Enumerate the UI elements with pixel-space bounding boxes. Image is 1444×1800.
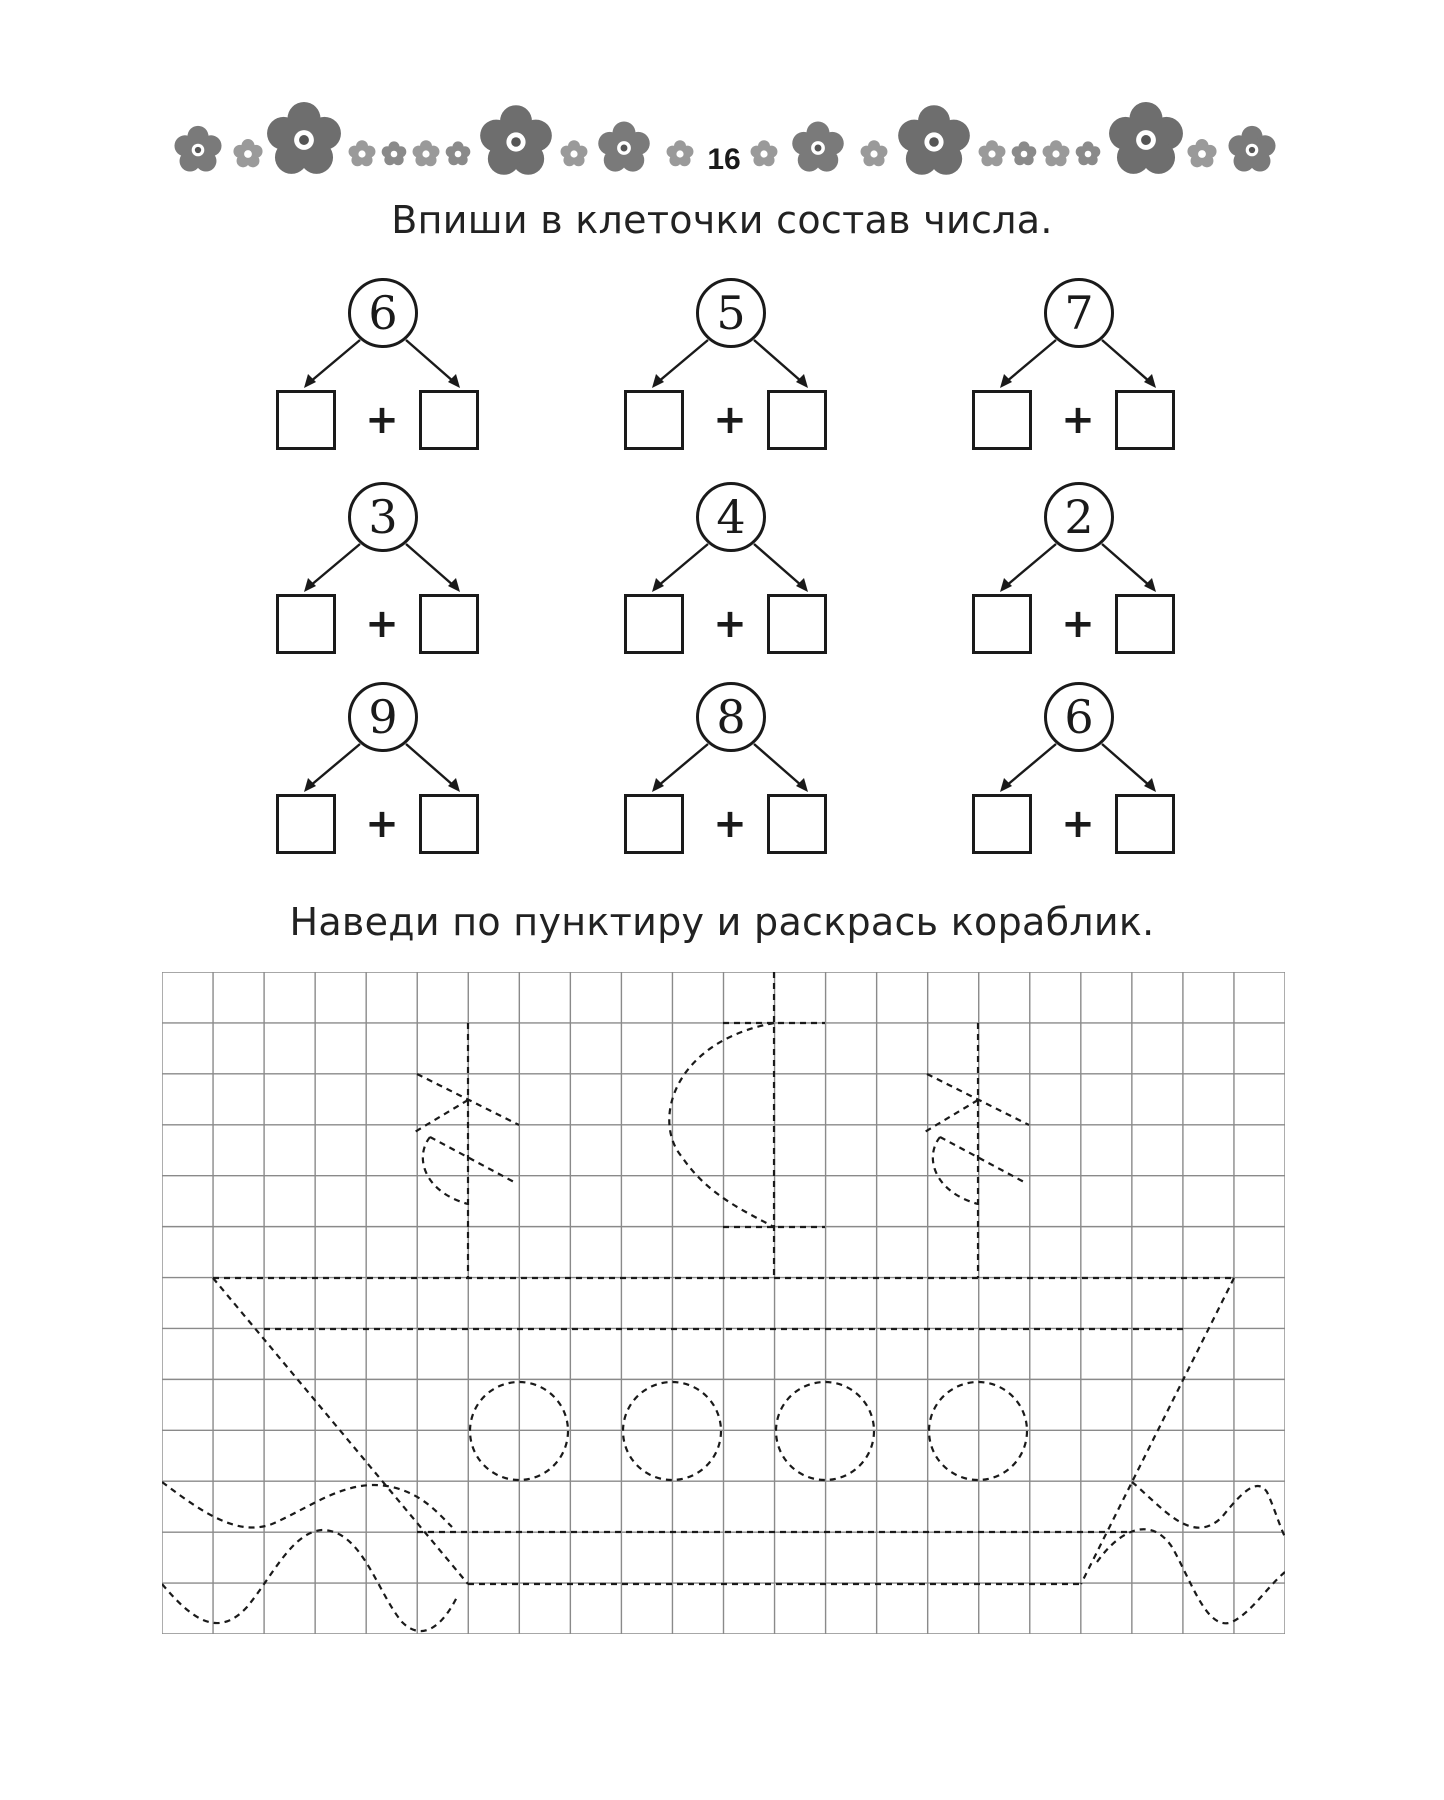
flower-icon [480, 105, 552, 175]
number-composition-task [262, 278, 502, 458]
number-composition-task [958, 682, 1198, 862]
answer-box-left[interactable] [624, 594, 684, 654]
flower-icon [667, 140, 694, 166]
flower-icon [792, 122, 844, 172]
answer-box-left[interactable] [972, 390, 1032, 450]
flower-icon [561, 140, 588, 166]
flower-icon [267, 102, 341, 174]
total-number: 6 [1044, 682, 1114, 752]
answer-box-left[interactable] [972, 594, 1032, 654]
plus-sign: + [713, 397, 747, 443]
flower-icon [979, 140, 1006, 166]
answer-box-right[interactable] [419, 390, 479, 450]
answer-box-left[interactable] [276, 594, 336, 654]
total-number: 4 [696, 482, 766, 552]
flower-icon [382, 141, 407, 165]
total-number: 8 [696, 682, 766, 752]
flower-icon [349, 140, 376, 166]
answer-box-left[interactable] [972, 794, 1032, 854]
flower-icon [1076, 141, 1101, 165]
page-number: 16 [707, 143, 741, 176]
number-composition-task [610, 278, 850, 458]
instruction-number-composition: Впиши в клеточки состав числа. [391, 198, 1053, 242]
number-composition-task [610, 482, 850, 662]
flower-icon [1109, 102, 1183, 174]
flower-icon [898, 105, 970, 175]
flower-icon [1187, 139, 1216, 167]
answer-box-left[interactable] [624, 794, 684, 854]
plus-sign: + [365, 601, 399, 647]
number-composition-task [262, 682, 502, 862]
answer-box-left[interactable] [276, 390, 336, 450]
plus-sign: + [713, 801, 747, 847]
total-number: 9 [348, 682, 418, 752]
total-number: 3 [348, 482, 418, 552]
answer-box-right[interactable] [767, 794, 827, 854]
plus-sign: + [713, 601, 747, 647]
total-number: 5 [696, 278, 766, 348]
flower-icon [1228, 126, 1275, 172]
flower-icon [233, 139, 262, 167]
answer-box-right[interactable] [419, 594, 479, 654]
plus-sign: + [1061, 397, 1095, 443]
flower-icon [1043, 140, 1070, 166]
flower-icon [446, 141, 471, 165]
number-composition-task [958, 482, 1198, 662]
flower-icon [751, 140, 778, 166]
plus-sign: + [1061, 601, 1095, 647]
total-number: 6 [348, 278, 418, 348]
answer-box-right[interactable] [767, 390, 827, 450]
answer-box-right[interactable] [1115, 594, 1175, 654]
plus-sign: + [365, 801, 399, 847]
answer-box-right[interactable] [1115, 390, 1175, 450]
flower-icon [413, 140, 440, 166]
flower-icon [174, 126, 221, 172]
flower-icon [861, 140, 888, 166]
number-composition-task [610, 682, 850, 862]
total-number: 7 [1044, 278, 1114, 348]
flower-icon [598, 122, 650, 172]
ship-tracing-grid[interactable] [162, 972, 1285, 1634]
answer-box-right[interactable] [419, 794, 479, 854]
answer-box-right[interactable] [1115, 794, 1175, 854]
number-composition-task [958, 278, 1198, 458]
answer-box-left[interactable] [276, 794, 336, 854]
answer-box-left[interactable] [624, 390, 684, 450]
number-composition-task [262, 482, 502, 662]
instruction-trace-ship: Наведи по пунктиру и раскрась кораблик. [289, 900, 1155, 944]
flower-icon [1012, 141, 1037, 165]
grid-lines [162, 972, 1285, 1634]
answer-box-right[interactable] [767, 594, 827, 654]
plus-sign: + [365, 397, 399, 443]
plus-sign: + [1061, 801, 1095, 847]
total-number: 2 [1044, 482, 1114, 552]
